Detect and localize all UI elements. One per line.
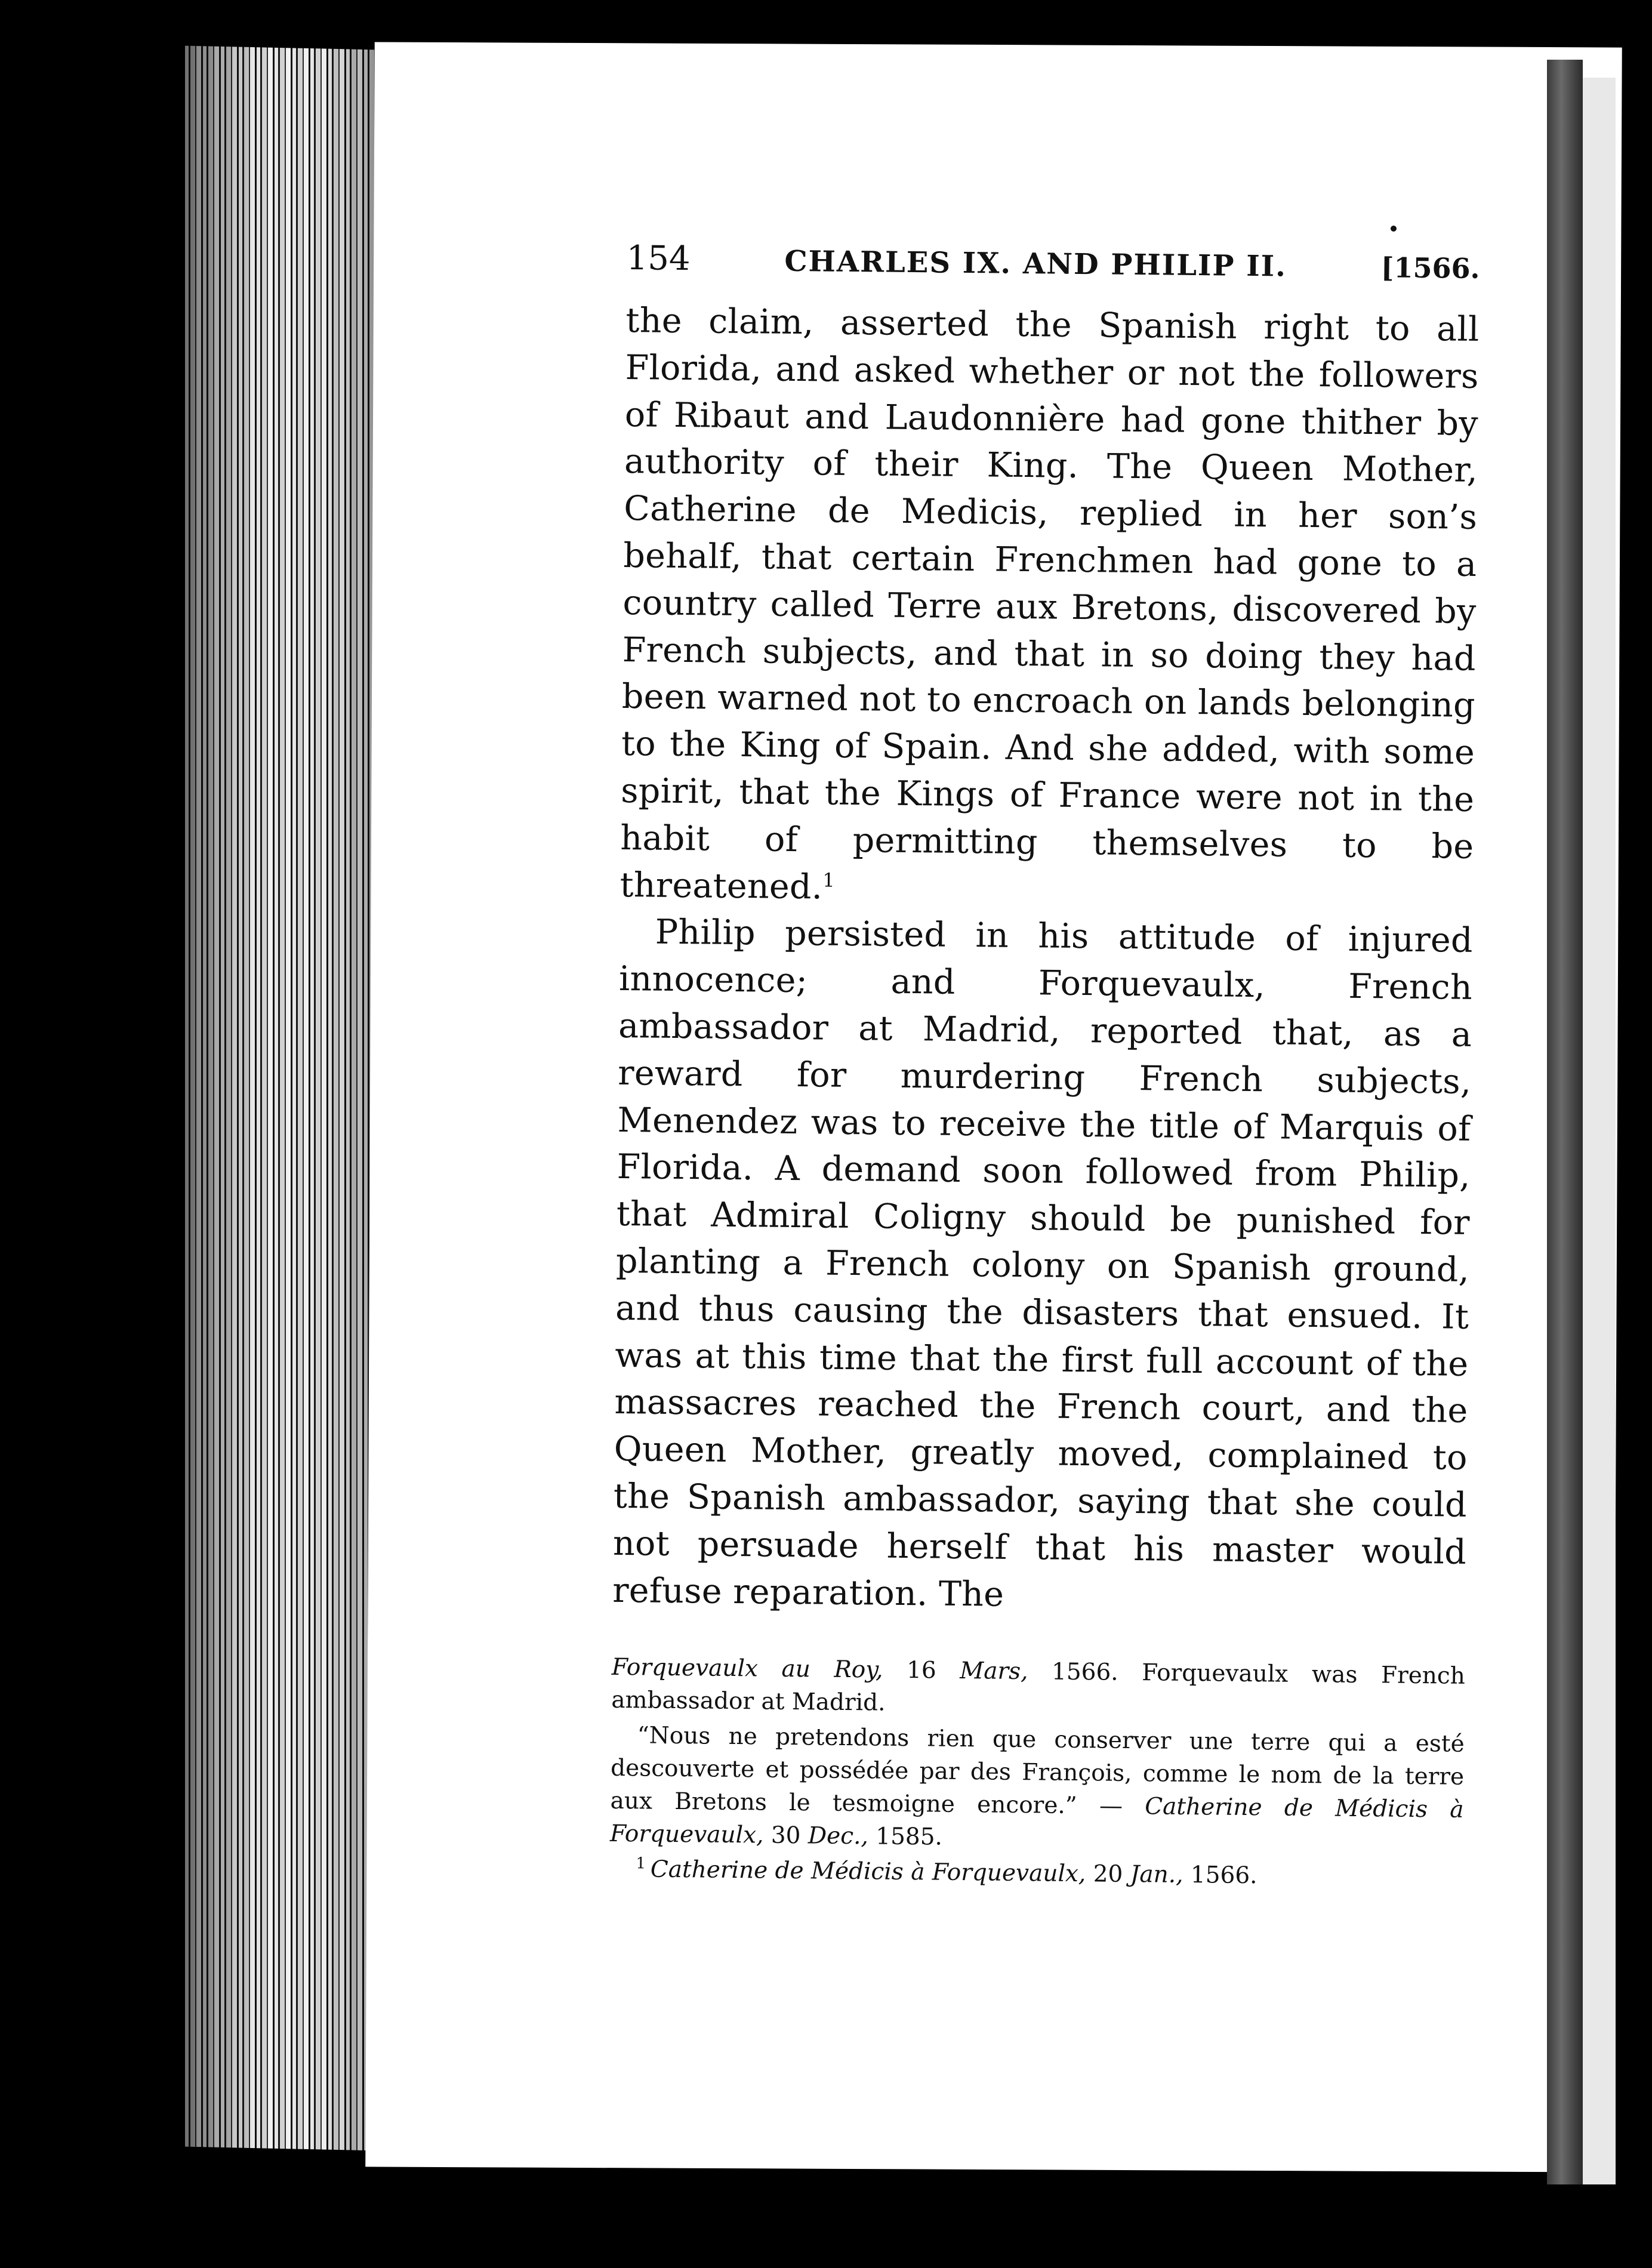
footnote-b-source: Catherine de Médicis à Forquevaulx,: [609, 1793, 1464, 1849]
footnote-1-source: Catherine de Médicis à Forquevaulx,: [650, 1856, 1086, 1888]
footnote-1-mark: 1: [636, 1854, 646, 1873]
footnote-a-month: Mars,: [960, 1657, 1028, 1685]
running-title: CHARLES IX. AND PHILIP II.: [784, 244, 1287, 284]
footnote-a: [611, 1651, 1465, 1725]
page-content: [609, 239, 1480, 1897]
footnote-a-day: 16: [883, 1656, 960, 1685]
footnote-b-year: 1585.: [868, 1823, 943, 1851]
footnote-b-month: Dec.,: [807, 1822, 869, 1850]
fore-edge-shadow: [179, 42, 382, 2155]
footnote-1: [609, 1853, 1463, 1894]
paragraph-1-text: the claim, asserted the Spanish right to all Florida, and asked whether or not the followers of Ribaut and Laudonnière had gone thither by authority of their King. The Queen Mother, Catherine de Medicis, replied in her son’s behalf, that certain Frenchmen had gone to a country called Terre aux Bretons, discovered by French subjects, and that in so doing they had been warned not to encroach on lands belonging to the King of Spain. And she added, with some spirit, that the Kings of France were not in the habit of permitting themselves to be threatened.: [620, 300, 1480, 907]
next-page-edge: [1583, 78, 1616, 2184]
footnotes: [609, 1651, 1465, 1894]
ink-dot: [1391, 226, 1397, 232]
paragraph-2: Philip persisted in his attitude of injured innocence; and Forquevaulx, French ambassador at Madrid, reported that, as a reward for murdering French subjects, Menendez was to receive the title of Marquis of Florida. A demand soon followed from Philip, that Admiral Coligny should be punished for planting a French colony on Spanish ground, and thus causing the disasters that ensued. It was at this time that the first full account of the massacres reached the French court, and the Queen Mother, greatly moved, complained to the Spanish ambassador, saying that she could not persuade herself that his master would refuse reparation. The: [612, 912, 1474, 1614]
footnote-1-year: 1566.: [1183, 1862, 1258, 1890]
page-number: 154: [626, 239, 691, 279]
page-right-edge: [1547, 60, 1583, 2184]
running-header: [626, 239, 1480, 301]
footnote-a-text: 1566. Forquevaulx was French ambassador at Madrid.: [611, 1658, 1466, 1717]
body-text: [612, 297, 1480, 1623]
footnote-b: [610, 1719, 1465, 1859]
footnote-a-source: Forquevaulx au Roy,: [611, 1654, 883, 1684]
paragraph-1: [620, 297, 1480, 917]
footnote-reference: 1: [822, 868, 836, 892]
footnote-1-month: Jan.,: [1130, 1861, 1183, 1889]
footnote-b-quote: “Nous ne pretendons rien que conserver une terre qui a esté descouverte et possédée par des François, comme le nom de la terre aux Bretons le tesmoigne encore.” —: [610, 1722, 1465, 1820]
header-year: [1566.: [1380, 251, 1480, 285]
footnote-1-day: 20: [1086, 1860, 1130, 1888]
footnote-b-day: 30: [763, 1822, 809, 1850]
